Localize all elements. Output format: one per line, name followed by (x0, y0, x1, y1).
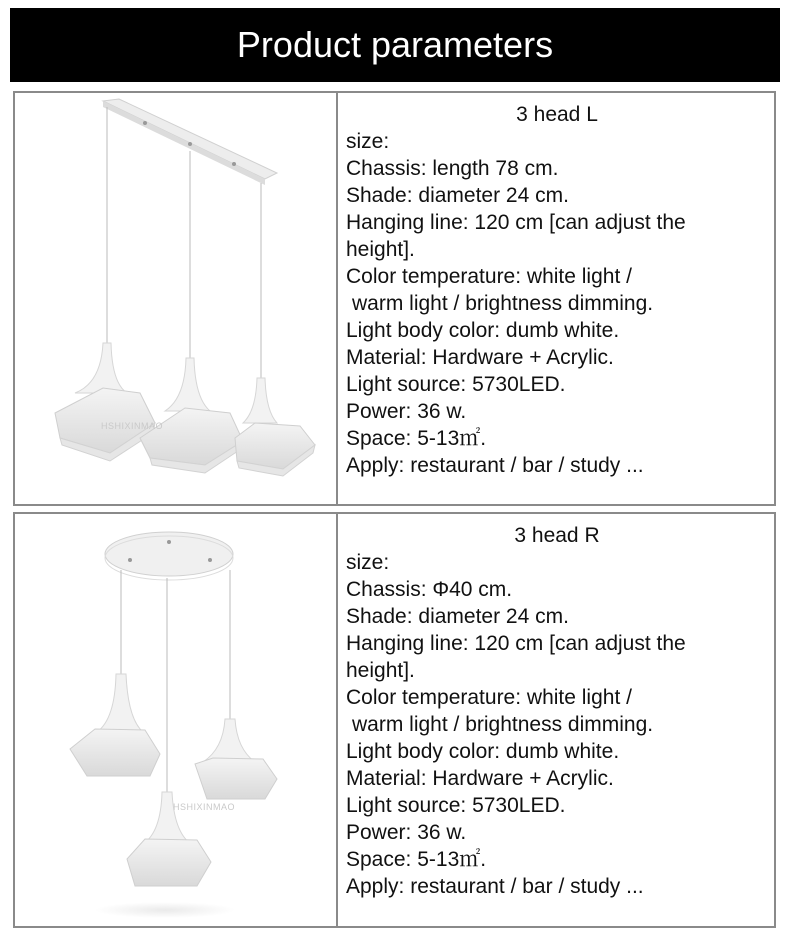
spec-list-3-head-r (338, 514, 774, 926)
pendant-lamp-round-illustration (15, 514, 336, 926)
spec-chassis: Chassis: Φ40 cm. (346, 578, 513, 601)
spec-apply: Apply: restaurant / bar / study ... (346, 454, 644, 477)
page-title: Product parameters (236, 24, 554, 65)
spec-color-temperature: Color temperature: white light / (346, 686, 632, 709)
watermark-text: HSHIXINMAO (173, 802, 236, 812)
spec-color-temperature: Color temperature: white light / (346, 265, 632, 288)
spec-material: Material: Hardware + Acrylic. (346, 346, 614, 369)
product-image-3-head-l (15, 93, 338, 504)
spec-hanging-line-cont: height]. (346, 238, 415, 261)
spec-body-color: Light body color: dumb white. (346, 319, 620, 342)
spec-body-color: Light body color: dumb white. (346, 740, 620, 763)
spec-light-source: Light source: 5730LED. (346, 373, 566, 396)
spec-chassis: Chassis: length 78 cm. (346, 157, 559, 180)
spec-light-source: Light source: 5730LED. (346, 794, 566, 817)
product-title: 3 head L (516, 103, 598, 126)
spec-shade: Shade: diameter 24 cm. (346, 184, 569, 207)
spec-hanging-line-cont: height]. (346, 659, 415, 682)
spec-material: Material: Hardware + Acrylic. (346, 767, 614, 790)
spec-list-3-head-l (338, 93, 774, 504)
spec-apply: Apply: restaurant / bar / study ... (346, 875, 644, 898)
watermark-text: HSHIXINMAO (101, 421, 164, 431)
product-title: 3 head R (514, 524, 600, 547)
spec-hanging-line: Hanging line: 120 cm [can adjust the (346, 211, 686, 234)
spec-color-temperature-cont: warm light / brightness dimming. (352, 713, 654, 736)
pendant-lamp-linear-illustration (15, 93, 336, 504)
spec-power: Power: 36 w. (346, 400, 467, 423)
spec-color-temperature-cont: warm light / brightness dimming. (352, 292, 654, 315)
spec-shade: Shade: diameter 24 cm. (346, 605, 569, 628)
spec-size: size: (346, 551, 390, 574)
page-header (10, 8, 780, 82)
spec-power: Power: 36 w. (346, 821, 467, 844)
spec-space: Space: 5-13㎡. (346, 848, 487, 871)
spec-size: size: (346, 130, 390, 153)
spec-hanging-line: Hanging line: 120 cm [can adjust the (346, 632, 686, 655)
product-panel-3-head-l (13, 91, 776, 506)
spec-space: Space: 5-13㎡. (346, 427, 487, 450)
product-image-3-head-r (15, 514, 338, 926)
product-panel-3-head-r (13, 512, 776, 928)
